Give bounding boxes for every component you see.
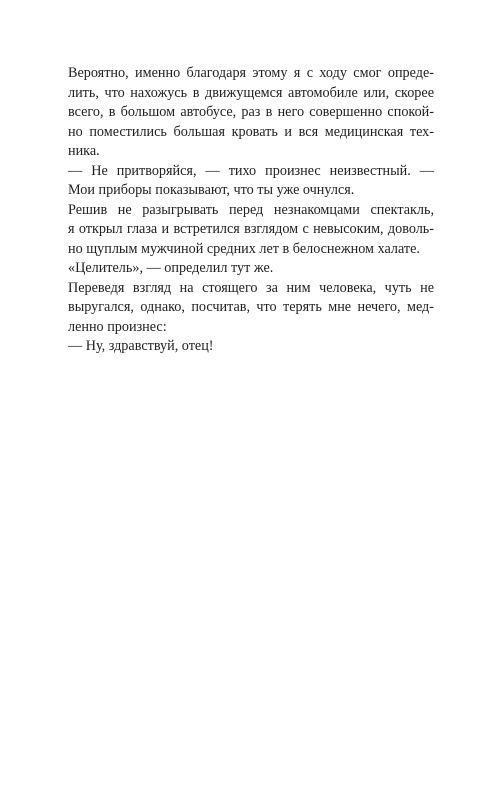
text-line: — Ну, здравствуй, отец! [68, 338, 214, 354]
text-line: ленно произнес: [68, 318, 167, 335]
paragraph [68, 279, 434, 338]
text-line: но щуплым мужчиной средних лет в белоснежном халате. [68, 240, 420, 257]
text-line: Переведя взгляд на стоящего за ним человека, чуть не [68, 279, 434, 296]
paragraph [68, 337, 434, 357]
text-line: но поместились большая кровать и вся медицинская тех- [68, 123, 434, 140]
text-line: всего, в большом автобусе, раз в него совершенно спокой- [68, 104, 434, 120]
paragraph [68, 201, 434, 260]
text-line: Решив не разыгрывать перед незнакомцами спектакль, [68, 201, 434, 218]
paragraph [68, 259, 434, 279]
paragraph [68, 162, 434, 201]
text-line: выругался, однако, посчитав, что терять мне нечего, мед- [68, 299, 434, 315]
text-line: «Целитель», — определил тут же. [68, 260, 274, 276]
text-line: ника. [68, 143, 100, 159]
text-line: Вероятно, именно благодаря этому я с ходу смог опреде- [68, 65, 434, 81]
text-line: я открыл глаза и встретился взглядом с невысоким, доволь- [68, 221, 434, 237]
text-line: лить, что нахожусь в движущемся автомобиле или, скорее [68, 84, 434, 101]
text-line: — Не притворяйся, — тихо произнес неизвестный. — [68, 162, 434, 179]
text-line: Мои приборы показывают, что ты уже очнулся. [68, 182, 355, 198]
paragraph [68, 64, 434, 162]
body-text [68, 64, 434, 357]
